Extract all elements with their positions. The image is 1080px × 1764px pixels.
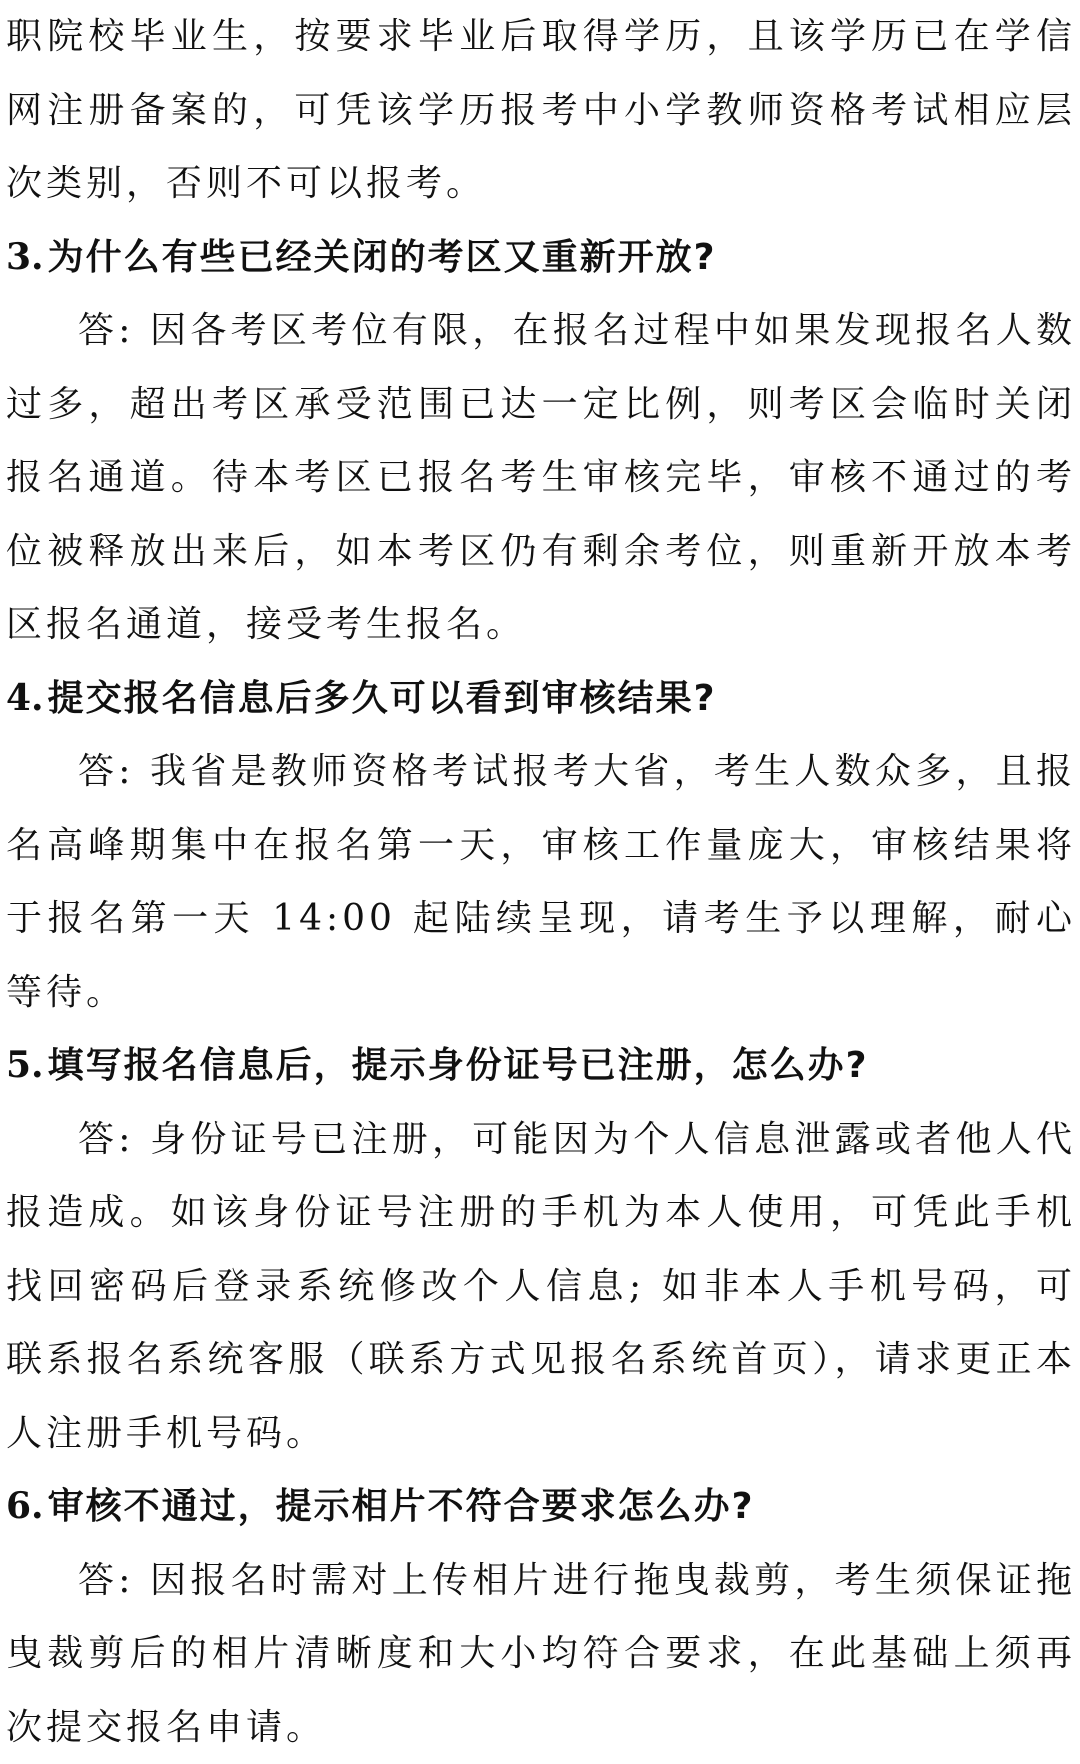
question-5-heading	[6, 1029, 1076, 1103]
intro-paragraph: 职院校毕业生，按要求毕业后取得学历，且该学历已在学信网注册备案的，可凭该学历报考中小学教师资格考试相应层次类别，否则不可以报考。	[6, 0, 1076, 221]
question-4-number: 4.	[6, 677, 44, 719]
question-6-number: 6.	[6, 1485, 44, 1527]
question-4-heading	[6, 662, 1076, 736]
answer-6-paragraph: 答: 因报名时需对上传相片进行拖曳裁剪，考生须保证拖曳裁剪后的相片清晰度和大小均符合要求，在此基础上须再次提交报名申请。	[6, 1544, 1076, 1764]
question-3-heading	[6, 221, 1076, 295]
question-4-text: 提交报名信息后多久可以看到审核结果?	[48, 678, 717, 719]
answer-4-paragraph: 答: 我省是教师资格考试报考大省，考生人数众多，且报名高峰期集中在报名第一天，审核工作量庞大，审核结果将于报名第一天 14:00 起陆续呈现，请考生予以理解，耐心等待。	[6, 735, 1076, 1029]
question-3-number: 3.	[6, 236, 44, 278]
question-5-number: 5.	[6, 1044, 44, 1086]
question-6-text: 审核不通过，提示相片不符合要求怎么办?	[48, 1486, 755, 1527]
question-3-text: 为什么有些已经关闭的考区又重新开放?	[48, 237, 717, 278]
question-5-text: 填写报名信息后，提示身份证号已注册，怎么办?	[48, 1045, 869, 1086]
answer-3-paragraph: 答: 因各考区考位有限，在报名过程中如果发现报名人数过多，超出考区承受范围已达一定比例，则考区会临时关闭报名通道。待本考区已报名考生审核完毕，审核不通过的考位被释放出来后，如本考区仍有剩余考位，则重新开放本考区报名通道，接受考生报名。	[6, 294, 1076, 662]
answer-5-paragraph: 答: 身份证号已注册，可能因为个人信息泄露或者他人代报造成。如该身份证号注册的手机为本人使用，可凭此手机找回密码后登录系统修改个人信息; 如非本人手机号码，可联系报名系统客服（联系方式见报名系统首页），请求更正本人注册手机号码。	[6, 1103, 1076, 1471]
question-6-heading	[6, 1470, 1076, 1544]
document-page	[6, 0, 1076, 1764]
